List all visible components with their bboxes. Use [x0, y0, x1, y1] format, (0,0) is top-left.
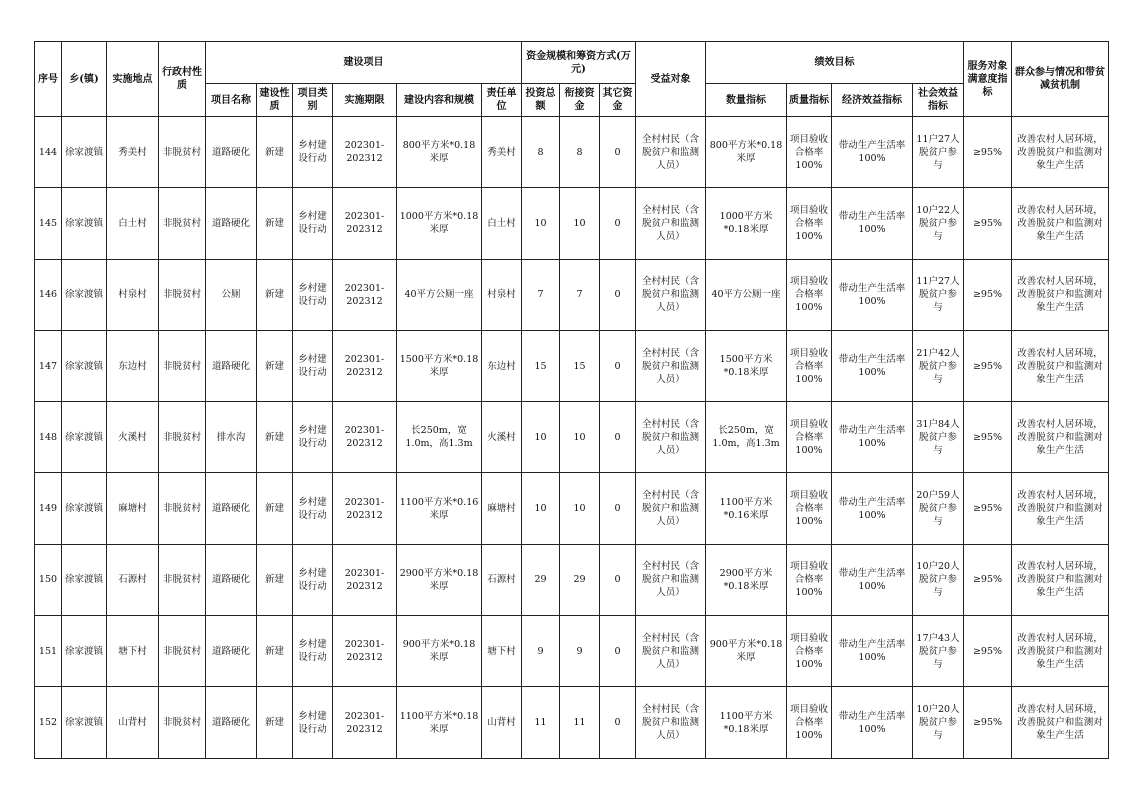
cell-build-nature: 新建: [257, 616, 293, 687]
cell-mechanism: 改善农村人居环境，改善脱贫户和监测对象生产生活: [1012, 330, 1109, 401]
cell-period: 202301-202312: [333, 330, 397, 401]
cell-social: 10户20人脱贫户参与: [913, 687, 964, 758]
cell-quality: 项目验收合格率100%: [787, 616, 832, 687]
header-mechanism: 群众参与情况和带贫减贫机制: [1012, 42, 1109, 117]
cell-social: 21户42人脱贫户参与: [913, 330, 964, 401]
cell-other-funds: 0: [600, 117, 636, 188]
cell-linked-funds: 29: [560, 544, 600, 615]
cell-responsible: 秀美村: [482, 117, 522, 188]
cell-period: 202301-202312: [333, 544, 397, 615]
cell-total-invest: 10: [522, 402, 560, 473]
cell-linked-funds: 8: [560, 117, 600, 188]
cell-build-nature: 新建: [257, 687, 293, 758]
cell-total-invest: 11: [522, 687, 560, 758]
cell-village-type: 非脱贫村: [159, 616, 206, 687]
cell-content: 长250m，宽1.0m，高1.3m: [397, 402, 482, 473]
cell-total-invest: 7: [522, 259, 560, 330]
cell-quantity: 40平方公厕一座: [706, 259, 787, 330]
cell-mechanism: 改善农村人居环境，改善脱贫户和监测对象生产生活: [1012, 544, 1109, 615]
table-header: [35, 42, 1109, 117]
cell-economic: 带动生产生活率100%: [832, 188, 913, 259]
cell-beneficiary: 全村村民（含脱贫户和监测人员）: [636, 259, 706, 330]
cell-category: 乡村建设行动: [293, 544, 333, 615]
cell-content: 800平方米*0.18米厚: [397, 117, 482, 188]
cell-build-nature: 新建: [257, 259, 293, 330]
cell-category: 乡村建设行动: [293, 117, 333, 188]
cell-linked-funds: 9: [560, 616, 600, 687]
cell-social: 11户27人脱贫户参与: [913, 259, 964, 330]
header-linked-funds: 衔接资金: [560, 84, 600, 117]
header-social: 社会效益指标: [913, 84, 964, 117]
cell-economic: 带动生产生活率100%: [832, 402, 913, 473]
header-period: 实施期限: [333, 84, 397, 117]
cell-satisfaction: ≥95%: [964, 544, 1012, 615]
cell-project-name: 道路硬化: [206, 117, 257, 188]
cell-build-nature: 新建: [257, 544, 293, 615]
cell-township: 徐家渡镇: [62, 687, 107, 758]
cell-total-invest: 29: [522, 544, 560, 615]
cell-village-type: 非脱贫村: [159, 330, 206, 401]
cell-location: 火溪村: [107, 402, 159, 473]
table-row: [35, 330, 1109, 401]
cell-build-nature: 新建: [257, 473, 293, 544]
cell-period: 202301-202312: [333, 259, 397, 330]
cell-economic: 带动生产生活率100%: [832, 616, 913, 687]
cell-content: 1500平方米*0.18米厚: [397, 330, 482, 401]
cell-quality: 项目验收合格率100%: [787, 687, 832, 758]
cell-village-type: 非脱贫村: [159, 259, 206, 330]
cell-quantity: 长250m，宽1.0m，高1.3m: [706, 402, 787, 473]
cell-mechanism: 改善农村人居环境，改善脱贫户和监测对象生产生活: [1012, 616, 1109, 687]
cell-project-name: 公厕: [206, 259, 257, 330]
table-row: [35, 687, 1109, 758]
cell-other-funds: 0: [600, 259, 636, 330]
cell-satisfaction: ≥95%: [964, 402, 1012, 473]
cell-mechanism: 改善农村人居环境，改善脱贫户和监测对象生产生活: [1012, 117, 1109, 188]
cell-economic: 带动生产生活率100%: [832, 117, 913, 188]
cell-other-funds: 0: [600, 188, 636, 259]
cell-beneficiary: 全村村民（含脱贫户和监测人员）: [636, 402, 706, 473]
cell-mechanism: 改善农村人居环境，改善脱贫户和监测对象生产生活: [1012, 259, 1109, 330]
cell-social: 10户22人脱贫户参与: [913, 188, 964, 259]
cell-social: 17户43人脱贫户参与: [913, 616, 964, 687]
cell-seq: 149: [35, 473, 62, 544]
header-project: 建设项目: [206, 42, 522, 84]
cell-build-nature: 新建: [257, 330, 293, 401]
cell-responsible: 村泉村: [482, 259, 522, 330]
header-satisfaction: 服务对象满意度指标: [964, 42, 1012, 117]
cell-quantity: 1500平方米*0.18米厚: [706, 330, 787, 401]
cell-township: 徐家渡镇: [62, 544, 107, 615]
header-economic: 经济效益指标: [832, 84, 913, 117]
header-performance: 绩效目标: [706, 42, 964, 84]
cell-township: 徐家渡镇: [62, 188, 107, 259]
cell-village-type: 非脱贫村: [159, 544, 206, 615]
cell-village-type: 非脱贫村: [159, 117, 206, 188]
cell-linked-funds: 10: [560, 402, 600, 473]
table-row: [35, 544, 1109, 615]
cell-period: 202301-202312: [333, 473, 397, 544]
cell-location: 塘下村: [107, 616, 159, 687]
header-village-type: 行政村性质: [159, 42, 206, 117]
cell-build-nature: 新建: [257, 117, 293, 188]
cell-other-funds: 0: [600, 402, 636, 473]
cell-social: 11户27人脱贫户参与: [913, 117, 964, 188]
cell-satisfaction: ≥95%: [964, 259, 1012, 330]
cell-other-funds: 0: [600, 616, 636, 687]
cell-location: 麻塘村: [107, 473, 159, 544]
cell-seq: 144: [35, 117, 62, 188]
cell-total-invest: 8: [522, 117, 560, 188]
header-seq: 序号: [35, 42, 62, 117]
cell-beneficiary: 全村村民（含脱贫户和监测人员）: [636, 687, 706, 758]
table-row: [35, 259, 1109, 330]
header-quality: 质量指标: [787, 84, 832, 117]
cell-content: 2900平方米*0.18米厚: [397, 544, 482, 615]
cell-other-funds: 0: [600, 473, 636, 544]
header-township: 乡(镇): [62, 42, 107, 117]
cell-satisfaction: ≥95%: [964, 687, 1012, 758]
cell-linked-funds: 10: [560, 188, 600, 259]
cell-mechanism: 改善农村人居环境，改善脱贫户和监测对象生产生活: [1012, 687, 1109, 758]
cell-village-type: 非脱贫村: [159, 687, 206, 758]
cell-responsible: 塘下村: [482, 616, 522, 687]
table-row: [35, 473, 1109, 544]
cell-total-invest: 10: [522, 473, 560, 544]
cell-quantity: 1100平方米*0.16米厚: [706, 473, 787, 544]
cell-linked-funds: 7: [560, 259, 600, 330]
cell-content: 1100平方米*0.16米厚: [397, 473, 482, 544]
cell-satisfaction: ≥95%: [964, 330, 1012, 401]
cell-project-name: 道路硬化: [206, 687, 257, 758]
cell-other-funds: 0: [600, 330, 636, 401]
cell-beneficiary: 全村村民（含脱贫户和监测人员）: [636, 188, 706, 259]
cell-category: 乡村建设行动: [293, 330, 333, 401]
cell-social: 10户20人脱贫户参与: [913, 544, 964, 615]
cell-economic: 带动生产生活率100%: [832, 259, 913, 330]
cell-quantity: 800平方米*0.18米厚: [706, 117, 787, 188]
cell-responsible: 麻塘村: [482, 473, 522, 544]
cell-village-type: 非脱贫村: [159, 188, 206, 259]
cell-beneficiary: 全村村民（含脱贫户和监测人员）: [636, 544, 706, 615]
cell-category: 乡村建设行动: [293, 473, 333, 544]
header-funds: 资金规模和筹资方式(万元): [522, 42, 636, 84]
cell-other-funds: 0: [600, 544, 636, 615]
table-row: [35, 616, 1109, 687]
cell-village-type: 非脱贫村: [159, 402, 206, 473]
cell-category: 乡村建设行动: [293, 259, 333, 330]
cell-beneficiary: 全村村民（含脱贫户和监测人员）: [636, 616, 706, 687]
cell-township: 徐家渡镇: [62, 117, 107, 188]
cell-quality: 项目验收合格率100%: [787, 544, 832, 615]
cell-beneficiary: 全村村民（含脱贫户和监测人员）: [636, 330, 706, 401]
cell-category: 乡村建设行动: [293, 188, 333, 259]
cell-period: 202301-202312: [333, 117, 397, 188]
cell-mechanism: 改善农村人居环境，改善脱贫户和监测对象生产生活: [1012, 402, 1109, 473]
cell-quality: 项目验收合格率100%: [787, 259, 832, 330]
cell-beneficiary: 全村村民（含脱贫户和监测人员）: [636, 117, 706, 188]
cell-quality: 项目验收合格率100%: [787, 402, 832, 473]
cell-quantity: 900平方米*0.18米厚: [706, 616, 787, 687]
cell-township: 徐家渡镇: [62, 402, 107, 473]
header-other-funds: 其它资金: [600, 84, 636, 117]
cell-build-nature: 新建: [257, 188, 293, 259]
cell-economic: 带动生产生活率100%: [832, 473, 913, 544]
cell-satisfaction: ≥95%: [964, 188, 1012, 259]
header-content-scale: 建设内容和规模: [397, 84, 482, 117]
header-build-nature: 建设性质: [257, 84, 293, 117]
cell-content: 1000平方米*0.18米厚: [397, 188, 482, 259]
cell-responsible: 山背村: [482, 687, 522, 758]
cell-seq: 145: [35, 188, 62, 259]
cell-content: 40平方公厕一座: [397, 259, 482, 330]
cell-category: 乡村建设行动: [293, 687, 333, 758]
cell-satisfaction: ≥95%: [964, 117, 1012, 188]
cell-period: 202301-202312: [333, 402, 397, 473]
cell-social: 20户59人脱贫户参与: [913, 473, 964, 544]
cell-economic: 带动生产生活率100%: [832, 687, 913, 758]
cell-linked-funds: 11: [560, 687, 600, 758]
cell-linked-funds: 15: [560, 330, 600, 401]
cell-quality: 项目验收合格率100%: [787, 188, 832, 259]
cell-project-name: 排水沟: [206, 402, 257, 473]
table-row: [35, 117, 1109, 188]
cell-quality: 项目验收合格率100%: [787, 473, 832, 544]
cell-township: 徐家渡镇: [62, 330, 107, 401]
cell-total-invest: 10: [522, 188, 560, 259]
header-project-category: 项目类别: [293, 84, 333, 117]
header-responsible: 责任单位: [482, 84, 522, 117]
cell-project-name: 道路硬化: [206, 330, 257, 401]
cell-responsible: 火溪村: [482, 402, 522, 473]
cell-location: 秀美村: [107, 117, 159, 188]
cell-content: 1100平方米*0.18米厚: [397, 687, 482, 758]
cell-seq: 147: [35, 330, 62, 401]
cell-mechanism: 改善农村人居环境，改善脱贫户和监测对象生产生活: [1012, 473, 1109, 544]
cell-total-invest: 15: [522, 330, 560, 401]
cell-quantity: 1100平方米*0.18米厚: [706, 687, 787, 758]
project-table: [34, 41, 1109, 759]
cell-period: 202301-202312: [333, 616, 397, 687]
header-project-name: 项目名称: [206, 84, 257, 117]
cell-location: 东边村: [107, 330, 159, 401]
cell-project-name: 道路硬化: [206, 188, 257, 259]
cell-satisfaction: ≥95%: [964, 616, 1012, 687]
header-total-invest: 投资总额: [522, 84, 560, 117]
cell-total-invest: 9: [522, 616, 560, 687]
table-row: [35, 402, 1109, 473]
cell-economic: 带动生产生活率100%: [832, 544, 913, 615]
header-quantity: 数量指标: [706, 84, 787, 117]
cell-linked-funds: 10: [560, 473, 600, 544]
header-beneficiary: 受益对象: [636, 42, 706, 117]
cell-township: 徐家渡镇: [62, 259, 107, 330]
cell-quantity: 2900平方米*0.18米厚: [706, 544, 787, 615]
cell-period: 202301-202312: [333, 687, 397, 758]
table-body: [35, 117, 1109, 759]
cell-location: 白土村: [107, 188, 159, 259]
cell-seq: 152: [35, 687, 62, 758]
cell-beneficiary: 全村村民（含脱贫户和监测人员）: [636, 473, 706, 544]
cell-project-name: 道路硬化: [206, 616, 257, 687]
cell-content: 900平方米*0.18米厚: [397, 616, 482, 687]
cell-township: 徐家渡镇: [62, 473, 107, 544]
cell-village-type: 非脱贫村: [159, 473, 206, 544]
cell-project-name: 道路硬化: [206, 544, 257, 615]
cell-seq: 146: [35, 259, 62, 330]
cell-category: 乡村建设行动: [293, 616, 333, 687]
header-location: 实施地点: [107, 42, 159, 117]
cell-economic: 带动生产生活率100%: [832, 330, 913, 401]
cell-social: 31户84人脱贫户参与: [913, 402, 964, 473]
cell-project-name: 道路硬化: [206, 473, 257, 544]
cell-location: 山背村: [107, 687, 159, 758]
cell-satisfaction: ≥95%: [964, 473, 1012, 544]
cell-quality: 项目验收合格率100%: [787, 117, 832, 188]
cell-location: 村泉村: [107, 259, 159, 330]
cell-location: 石源村: [107, 544, 159, 615]
table-row: [35, 188, 1109, 259]
cell-seq: 150: [35, 544, 62, 615]
cell-responsible: 石源村: [482, 544, 522, 615]
cell-build-nature: 新建: [257, 402, 293, 473]
cell-responsible: 东边村: [482, 330, 522, 401]
cell-other-funds: 0: [600, 687, 636, 758]
cell-period: 202301-202312: [333, 188, 397, 259]
cell-township: 徐家渡镇: [62, 616, 107, 687]
cell-responsible: 白土村: [482, 188, 522, 259]
cell-seq: 148: [35, 402, 62, 473]
cell-mechanism: 改善农村人居环境，改善脱贫户和监测对象生产生活: [1012, 188, 1109, 259]
cell-quantity: 1000平方米*0.18米厚: [706, 188, 787, 259]
cell-category: 乡村建设行动: [293, 402, 333, 473]
cell-quality: 项目验收合格率100%: [787, 330, 832, 401]
cell-seq: 151: [35, 616, 62, 687]
